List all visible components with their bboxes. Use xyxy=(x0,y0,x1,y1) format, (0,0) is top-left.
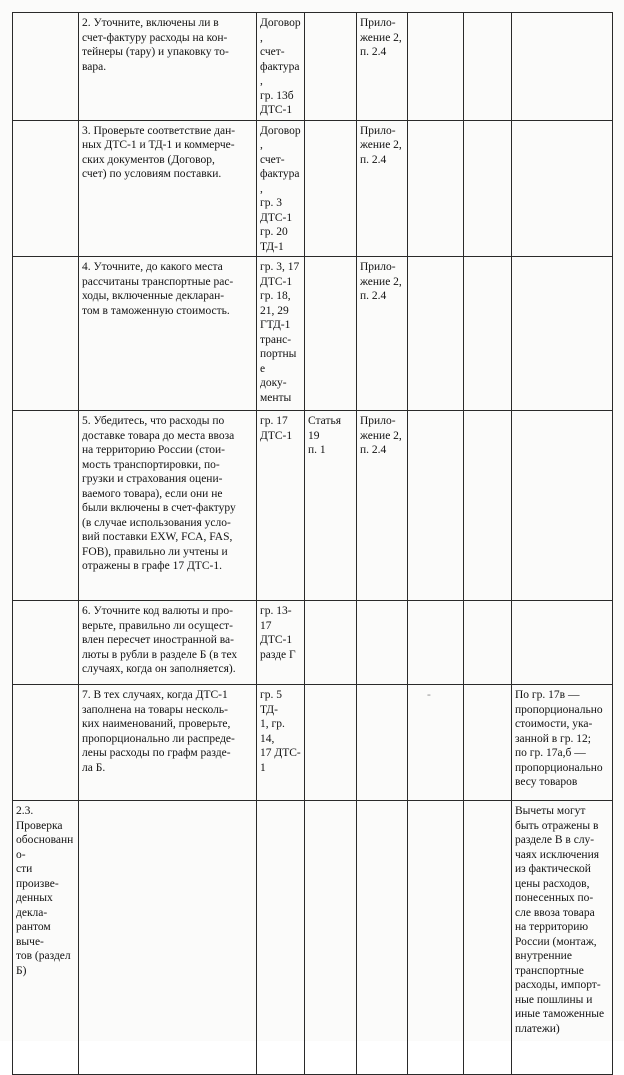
section-cell xyxy=(13,120,79,257)
appendix-cell xyxy=(357,801,408,1075)
appendix-cell xyxy=(357,685,408,801)
article-cell xyxy=(305,601,357,685)
empty-cell xyxy=(464,120,512,257)
appendix-cell xyxy=(357,601,408,685)
article-cell xyxy=(305,801,357,1075)
empty-cell xyxy=(408,685,464,801)
article-cell xyxy=(305,13,357,121)
step-text: 2. Уточните, включены ли в счет-фактуру расходы на кон- тейнеры (тару) и упаковку то- вара. xyxy=(82,17,229,73)
note-cell xyxy=(512,801,613,1075)
step-text: 4. Уточните, до какого места рассчитаны транспортные рас- ходы, включенные деклaран- том в таможенную стоимость. xyxy=(82,261,234,317)
empty-cell xyxy=(464,801,512,1075)
empty-cell xyxy=(408,13,464,121)
dash-mark: - xyxy=(427,689,431,701)
note-cell xyxy=(512,685,613,801)
table-row xyxy=(13,801,613,1075)
empty-cell xyxy=(464,257,512,411)
table-row xyxy=(13,601,613,685)
table-row xyxy=(13,685,613,801)
docs-cell xyxy=(257,801,305,1075)
step-cell xyxy=(79,601,257,685)
step-text: 5. Убедитесь, что расходы по доставке товара до места ввоза на территорию России (стои- мость транспортировки, по- грузки и страхования оцени- ваемого товара), если они не были включены в счет-фактуру (в случае использования усло- вий поставки EXW, FCA, FAS, FOB), правильно ли учтены и отражены в графе 17 ДТС-1. xyxy=(82,415,236,572)
docs-text: Договор, счет- фактура, гр. 13б ДТС-1 xyxy=(260,17,301,116)
section-cell xyxy=(13,685,79,801)
docs-text: гр. 5 ТД- 1, гр. 14, 17 ДТС- 1 xyxy=(260,689,301,774)
note-cell xyxy=(512,13,613,121)
docs-text: гр. 3, 17 ДТС-1 гр. 18, 21, 29 ГТД-1 транс- портные доку- менты xyxy=(260,261,300,404)
step-cell xyxy=(79,120,257,257)
table-row xyxy=(13,411,613,601)
empty-cell xyxy=(464,601,512,685)
table-row xyxy=(13,257,613,411)
note-cell xyxy=(512,257,613,411)
docs-text: Договор, счет- фактура, гр. 3 ДТС-1 гр. 20 ТД-1 xyxy=(260,124,301,253)
article-text: Статья 19 п. 1 xyxy=(308,415,342,456)
section-cell xyxy=(13,13,79,121)
docs-text: гр. 17 ДТС-1 xyxy=(260,415,293,442)
customs-check-table xyxy=(12,12,613,1075)
appendix-text: Прило- жение 2, п. 2.4 xyxy=(360,124,402,166)
docs-cell xyxy=(257,685,305,801)
docs-cell xyxy=(257,411,305,601)
section-title: 2.3. Проверка обоснованно- сти произве- денных декла- рантом выче- тов (раздел Б) xyxy=(16,805,74,977)
appendix-text: Прило- жение 2, п. 2.4 xyxy=(360,261,402,302)
article-cell xyxy=(305,120,357,257)
appendix-cell xyxy=(357,411,408,601)
appendix-text: Прило- жение 2, п. 2.4 xyxy=(360,415,402,456)
step-cell xyxy=(79,801,257,1075)
note-text: Вычеты могут быть отражены в разделе В в слу- чаях исключения из фактической цены расходов, понесенных по- сле ввоза товара на территорию России (монтаж, внутренние транспортные расходы, импорт- ные пошлины и иные таможенные платежи) xyxy=(515,805,605,1035)
appendix-cell xyxy=(357,120,408,257)
empty-cell xyxy=(408,120,464,257)
appendix-text: Прило- жение 2, п. 2.4 xyxy=(360,17,402,58)
docs-text: гр. 13-17 ДТС-1 разде Г xyxy=(260,605,296,661)
section-cell xyxy=(13,257,79,411)
docs-cell xyxy=(257,120,305,257)
empty-cell xyxy=(408,801,464,1075)
note-cell xyxy=(512,411,613,601)
step-text: 3. Проверьте соответствие дан- ных ДТС-1 и ТД-1 и коммерче- ских документов (Договор, счет) по условиям поставки. xyxy=(82,124,236,180)
table-row xyxy=(13,13,613,121)
empty-cell xyxy=(408,257,464,411)
appendix-cell xyxy=(357,13,408,121)
section-cell xyxy=(13,801,79,1075)
article-cell xyxy=(305,411,357,601)
article-cell xyxy=(305,257,357,411)
empty-cell xyxy=(464,685,512,801)
empty-cell xyxy=(464,411,512,601)
section-cell xyxy=(13,601,79,685)
empty-cell xyxy=(408,411,464,601)
empty-cell xyxy=(464,13,512,121)
step-cell xyxy=(79,257,257,411)
docs-cell xyxy=(257,601,305,685)
docs-cell xyxy=(257,257,305,411)
article-cell xyxy=(305,685,357,801)
section-cell xyxy=(13,411,79,601)
step-cell xyxy=(79,411,257,601)
step-cell xyxy=(79,13,257,121)
table-row xyxy=(13,120,613,257)
appendix-cell xyxy=(357,257,408,411)
empty-cell xyxy=(408,601,464,685)
note-text: По гр. 17в — пропорционально стоимости, ука- занной в гр. 12; по гр. 17а,б — пропорционально весу товаров xyxy=(515,689,603,788)
docs-cell xyxy=(257,13,305,121)
step-text: 7. В тех случаях, когда ДТС-1 заполнена на товары несколь- ких наименований, проверьте, пропорционально ли распреде- лены расходы по графм разде- ла Б. xyxy=(82,689,235,774)
note-cell xyxy=(512,120,613,257)
step-cell xyxy=(79,685,257,801)
step-text: 6. Уточните код валюты и про- верьте, правильно ли осущест- влен пересчет иностранной ва- люты в рубли в разделе Б (в тех случаях, когда он заполняется). xyxy=(82,605,238,675)
note-cell xyxy=(512,601,613,685)
